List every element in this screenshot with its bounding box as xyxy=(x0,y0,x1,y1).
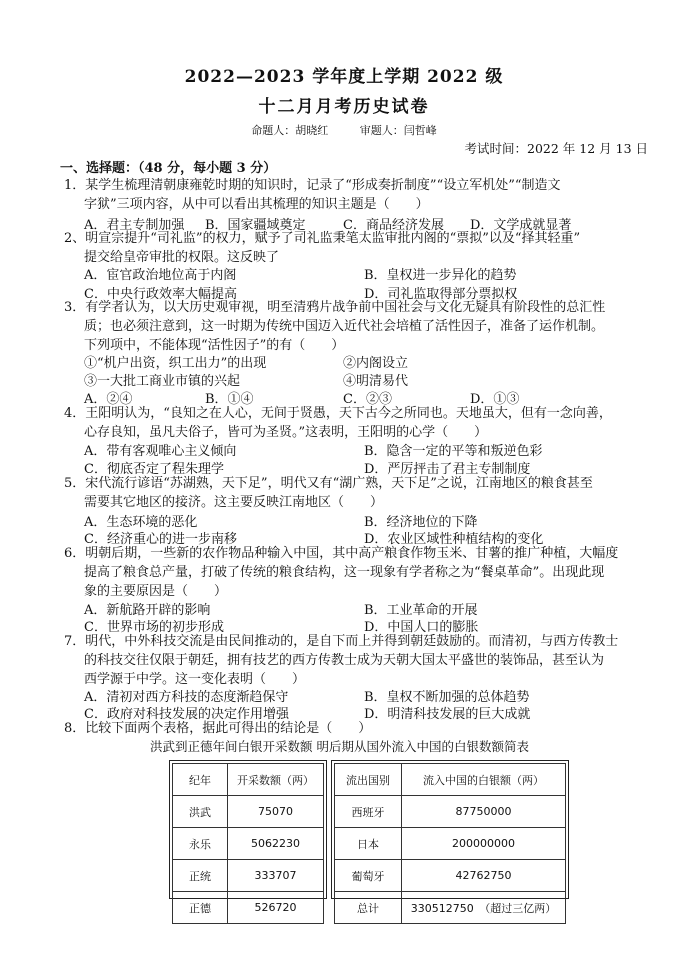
question-3 xyxy=(64,298,654,355)
table-cell: 西班牙 xyxy=(335,796,402,828)
table-header-row xyxy=(173,764,324,796)
table-header-cell: 流入中国的白银额（两） xyxy=(402,764,566,796)
author-name: 命题人：胡晓红 xyxy=(251,124,329,137)
table-cell: 526720 xyxy=(228,892,324,924)
option-d: D．严厉抨击了君主专制制度 xyxy=(364,462,531,477)
question-text-line: 的科技交往仅限于朝廷，拥有技艺的西方传教士成为天朝大国太平盛世的装饰品，甚至认为 xyxy=(84,653,605,668)
option-d: D．文学成就显著 xyxy=(470,218,572,233)
question-text-line: 8．比较下面两个表格，据此可得出的结论是（ ） xyxy=(64,721,372,736)
table-cell: 葡萄牙 xyxy=(335,860,402,892)
exam-time: 考试时间：2022 年 12 月 13 日 xyxy=(464,141,648,156)
table-header-cell: 开采数额（两） xyxy=(228,764,324,796)
option-c: C．中央行政效率大幅提高 xyxy=(84,287,237,302)
option-a: A．带有客观唯心主义倾向 xyxy=(84,444,237,459)
question-7 xyxy=(64,632,654,689)
table-cell: 正德 xyxy=(173,892,228,924)
question-1 xyxy=(64,176,654,214)
option-a: A．宦官政治地位高于内阁 xyxy=(84,268,237,283)
option-a: A．君主专制加强 xyxy=(84,218,185,233)
exam-title-line2: 十二月月考历史试卷 xyxy=(258,97,430,117)
table-cell: 42762750 xyxy=(402,860,566,892)
option-c: C．经济重心的进一步南移 xyxy=(84,532,237,547)
option-b: B．皇权不断加强的总体趋势 xyxy=(364,690,530,705)
table-cell: 333707 xyxy=(228,860,324,892)
question-text-line: 2、明宣宗提升“司礼监”的权力，赋予了司礼监秉笔太监审批内阁的“票拟”以及“择其轻重” xyxy=(64,231,581,246)
question-text-line: 7．明代，中外科技交流是由民间推动的，是自下而上并得到朝廷鼓励的。而清初，与西方传教士 xyxy=(64,634,619,649)
silver-inflow-table xyxy=(334,763,566,924)
table-cell: 洪武 xyxy=(173,796,228,828)
option-a: A．新航路开辟的影响 xyxy=(84,603,211,618)
option-b: B．工业革命的开展 xyxy=(364,603,478,618)
table-row xyxy=(335,828,566,860)
table-header-cell: 纪年 xyxy=(173,764,228,796)
statement-1: ①“机户出资，织工出力”的出现 xyxy=(84,356,267,371)
option-a: A．②④ xyxy=(84,392,133,407)
question-text-line: 提高了粮食总产量，打破了传统的粮食结构，这一现象有学者称之为“餐桌革命”。出现此现 xyxy=(84,565,605,580)
question-2 xyxy=(64,229,654,267)
table-row xyxy=(173,796,324,828)
option-b: B．经济地位的下降 xyxy=(364,515,478,530)
question-text-line: 象的主要原因是（ ） xyxy=(84,584,228,599)
option-d: D．农业区域性种植结构的变化 xyxy=(364,532,544,547)
question-text-line: 西学源于中学。这一变化表明（ ） xyxy=(84,672,306,687)
question-6 xyxy=(64,544,654,601)
section-title: 一、选择题：（48 分，每小题 3 分） xyxy=(60,161,277,176)
option-c: C．②③ xyxy=(343,392,392,407)
table-cell: 330512750 （超过三亿两） xyxy=(402,892,566,924)
table-row xyxy=(173,892,324,924)
table-row xyxy=(335,860,566,892)
option-d: D．明清科技发展的巨大成就 xyxy=(364,707,531,722)
option-b: B．皇权进一步异化的趋势 xyxy=(364,268,517,283)
question-text-line: 3．有学者认为，以大历史观审视，明至清鸦片战争前中国社会与文化无疑具有阶段性的总汇性 xyxy=(64,300,606,315)
option-c: C．彻底否定了程朱理学 xyxy=(84,462,224,477)
option-c: C．政府对科技发展的决定作用增强 xyxy=(84,707,289,722)
question-text-line: 质；也必须注意到，这一时期为传统中国迈入近代社会培植了活性因子，准备了运作机制。 xyxy=(84,319,605,334)
question-text-line: 字狱”三项内容，从中可以看出其梳理的知识主题是（ ） xyxy=(84,197,429,212)
option-d: D．①③ xyxy=(470,392,520,407)
statement-2: ②内阁设立 xyxy=(343,356,409,371)
statement-3: ③一大批工商业市镇的兴起 xyxy=(84,374,241,389)
table-header-cell: 流出国别 xyxy=(335,764,402,796)
question-text-line: 心存良知，虽凡夫俗子，皆可为圣贤。”这表明，王阳明的心学（ ） xyxy=(84,425,488,440)
question-5 xyxy=(64,474,654,512)
reviewer-name: 审题人：闫哲峰 xyxy=(359,124,437,137)
option-d: D．中国人口的膨胀 xyxy=(364,620,479,635)
statement-4: ④明清易代 xyxy=(343,374,409,389)
option-a: A．生态环境的恶化 xyxy=(84,515,198,530)
question-8 xyxy=(64,719,654,738)
table-cell: 200000000 xyxy=(402,828,566,860)
option-b: B．①④ xyxy=(205,392,254,407)
question-text-line: 下列项中，不能体现“活性因子”的有（ ） xyxy=(84,338,345,353)
option-b: B．国家疆域奠定 xyxy=(205,218,306,233)
question-text-line: 5．宋代流行谚语“苏湖熟，天下足”，明代又有“湖广熟，天下足”之说，江南地区的粮食甚至 xyxy=(64,476,593,491)
option-c: C．世界市场的初步形成 xyxy=(84,620,224,635)
table-cell: 总计 xyxy=(335,892,402,924)
authors-line xyxy=(0,122,688,138)
table-cell: 75070 xyxy=(228,796,324,828)
table-cell: 87750000 xyxy=(402,796,566,828)
option-a: A．清初对西方科技的态度渐趋保守 xyxy=(84,690,289,705)
option-d: D．司礼监取得部分票拟权 xyxy=(364,287,518,302)
table-row xyxy=(173,860,324,892)
option-c: C．商品经济发展 xyxy=(343,218,444,233)
silver-mining-table xyxy=(172,763,324,924)
table-caption: 洪武到正德年间白银开采数额 明后期从国外流入中国的白银数额简表 xyxy=(150,739,529,754)
question-4 xyxy=(64,404,654,442)
table-cell: 日本 xyxy=(335,828,402,860)
table-row xyxy=(335,796,566,828)
table-header-row xyxy=(335,764,566,796)
question-text-line: 6．明朝后期，一些新的农作物品种输入中国，其中高产粮食作物玉米、甘薯的推广种植，大幅度 xyxy=(64,546,619,561)
question-text-line: 1．某学生梳理清朝康雍乾时期的知识时，记录了“形成奏折制度”“设立军机处”“制造文 xyxy=(64,178,561,193)
table-row xyxy=(173,828,324,860)
question-text-line: 提交给皇帝审批的权限。这反映了 xyxy=(84,250,280,265)
table-cell: 5062230 xyxy=(228,828,324,860)
question-text-line: 4．王阳明认为，“良知之在人心，无间于贤愚，天下古今之所同也。天地虽大，但有一念向善， xyxy=(64,406,612,421)
table-row xyxy=(335,892,566,924)
option-b: B．隐含一定的平等和叛逆色彩 xyxy=(364,444,543,459)
question-text-line: 需要其它地区的接济。这主要反映江南地区（ ） xyxy=(84,495,384,510)
table-cell: 正统 xyxy=(173,860,228,892)
table-cell: 永乐 xyxy=(173,828,228,860)
exam-title-line1: 2022—2023 学年度上学期 2022 级 xyxy=(184,67,504,87)
